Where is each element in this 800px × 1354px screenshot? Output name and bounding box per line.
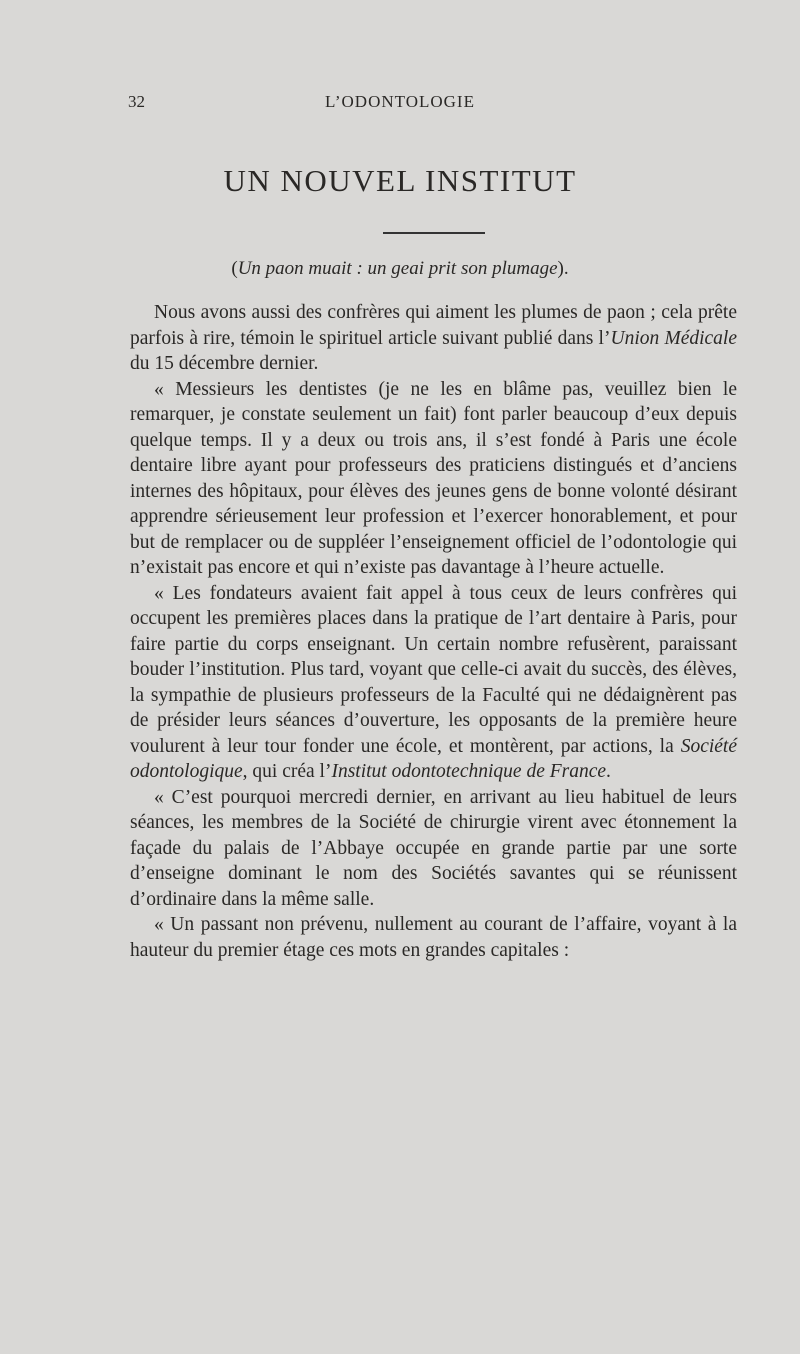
epigraph (0, 258, 800, 280)
paragraph-text: « Un passant non prévenu, nullement au courant de l’affaire, voyant à la hauteur du premier étage ces mots en grandes capitales : (130, 914, 737, 961)
paragraph-text: du 15 décembre dernier. (130, 353, 319, 374)
paragraph-text: Nous avons aussi des confrères qui aiment les plumes de paon ; cela prête parfois à rire, témoin le spirituel article suivant publié dans l’ (130, 302, 737, 349)
paragraph-4 (130, 785, 737, 913)
article-body (130, 300, 737, 963)
paragraph-1 (130, 300, 737, 377)
page-number: 32 (128, 92, 145, 111)
paragraph-text: « Les fondateurs avaient fait appel à tous ceux de leurs confrères qui occupent les premières places dans la pratique de l’art dentaire à Paris, pour faire partie du corps enseignant. Un certain nombre refusèrent, paraissant bouder l’institution. Plus tard, voyant que celle-ci avait du succès, des élèves, la sympathie de plusieurs professeurs de la Faculté qui ne dédaignèrent pas de présider leurs séances d’ouverture, les opposants de la première heure voulurent à leur tour fonder une école, et montèrent, par actions, la (130, 582, 737, 757)
epigraph-open: ( (231, 258, 238, 279)
paragraph-text: , qui créa l’ (242, 761, 332, 782)
society-name: Société odontologique (130, 735, 737, 782)
institute-name: Institut odontotechnique de France (331, 761, 607, 782)
title-rule (383, 232, 485, 234)
running-title: L’ODONTOLOGIE (325, 92, 475, 111)
epigraph-close: ). (557, 258, 569, 279)
paragraph-2 (130, 377, 737, 581)
paragraph-text: . (606, 761, 611, 782)
article-title: UN NOUVEL INSTITUT (223, 163, 577, 198)
paragraph-3 (130, 581, 737, 785)
paragraph-5 (130, 912, 737, 963)
epigraph-text: Un paon muait : un geai prit son plumage (237, 258, 558, 279)
journal-name: Union Médicale (610, 327, 737, 349)
paragraph-text: « C’est pourquoi mercredi dernier, en arrivant au lieu habituel de leurs séances, les membres de la Société de chirurgie virent avec étonnement la façade du palais de l’Abbaye occupée en grande partie par une sorte d’enseigne dominant le nom des Sociétés savantes qui se réunissent d’ordinaire dans la même salle. (130, 786, 737, 910)
paragraph-text: « Messieurs les dentistes (je ne les en blâme pas, veuillez bien le remarquer, je constate seulement un fait) font parler beaucoup d’eux depuis quelque temps. Il y a deux ou trois ans, il s’est fondé à Paris une école dentaire libre ayant pour professeurs des praticiens distingués et d’anciens internes des hôpitaux, pour élèves des jeunes gens de bonne volonté désirant apprendre sérieusement leur profession et l’exercer honorablement, et pour but de remplacer ou de suppléer l’enseignement officiel de l’odontologie qui n’existait pas encore et qui n’existe pas davantage à l’heure actuelle. (130, 378, 737, 578)
